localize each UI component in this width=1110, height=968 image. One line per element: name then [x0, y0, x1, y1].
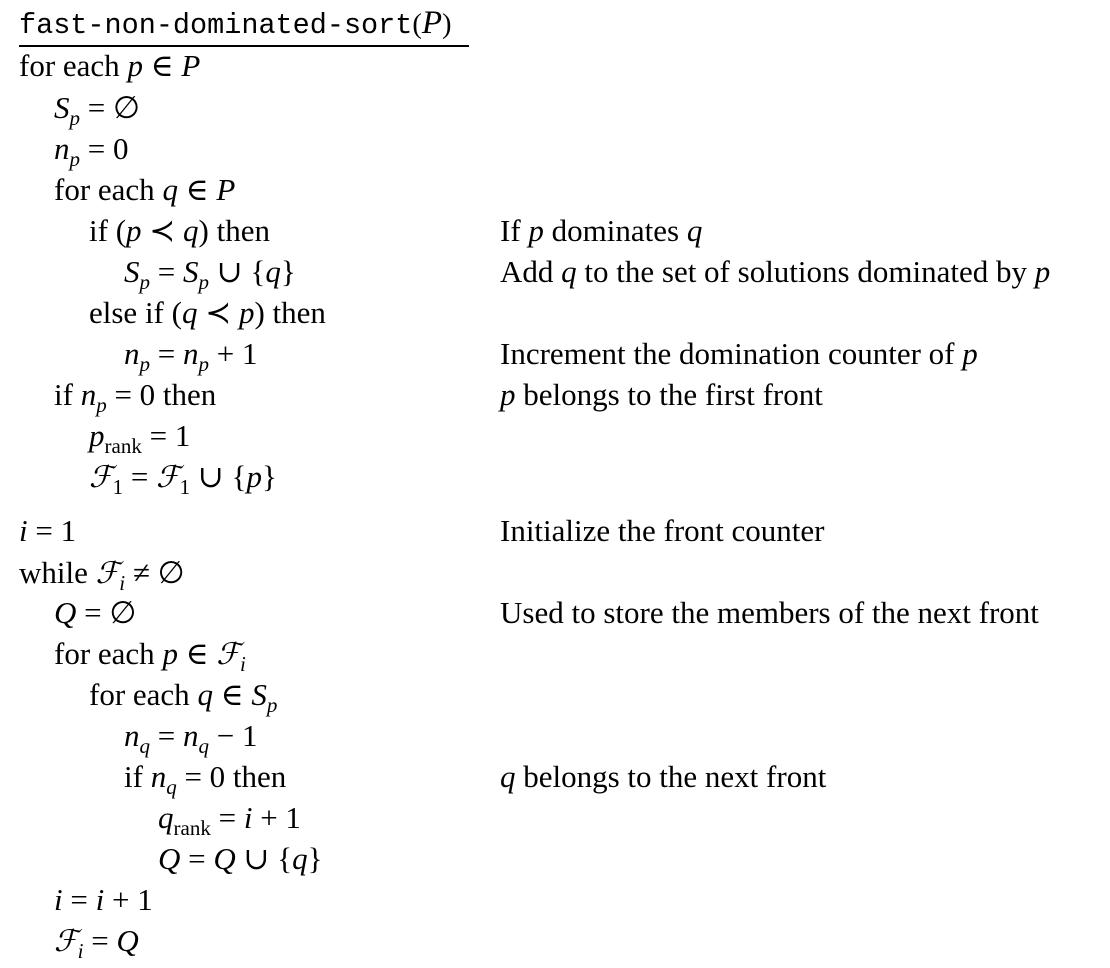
line-np-increment [124, 334, 257, 374]
math-token: i [19, 513, 28, 548]
math-token: 1 [60, 513, 77, 548]
math-token: + [260, 800, 278, 835]
math-token: n [182, 718, 199, 753]
math-token: n [124, 718, 140, 753]
math-token: p [127, 48, 143, 83]
math-token: } [262, 459, 277, 494]
math-token: q [292, 841, 308, 876]
math-token: ∪ [243, 841, 270, 876]
math-token: i [243, 800, 253, 835]
line-p-rank [89, 416, 190, 456]
subscript: p [139, 270, 150, 294]
math-token: { [277, 841, 293, 876]
line-i-init [19, 511, 76, 551]
math-token: p [126, 213, 142, 248]
math-token: q [162, 172, 178, 207]
subscript: q [166, 775, 177, 799]
subscript: p [69, 106, 80, 130]
math-token: n [124, 336, 140, 371]
math-token: 0 [112, 131, 129, 166]
math-token: p [528, 213, 544, 248]
math-token: ∅ [157, 555, 185, 590]
math-token: ≠ [132, 555, 150, 590]
line-while [19, 553, 185, 593]
math-token: ≺ [149, 213, 176, 248]
math-token: Q [213, 841, 236, 876]
math-token: dominates [551, 213, 680, 248]
math-token: ( [171, 295, 182, 330]
math-token: ) [442, 9, 452, 40]
math-token: p [500, 377, 516, 412]
subscript: q [139, 734, 150, 758]
math-token: else if [89, 295, 164, 330]
math-token: ( [412, 9, 422, 40]
line-for-each-q-in-sp [89, 675, 277, 715]
math-token: = [157, 336, 176, 371]
subscript: q [198, 734, 209, 758]
math-token: = [91, 923, 109, 958]
math-token: belongs to the first front [523, 377, 823, 412]
comment-store-next-front [500, 593, 1039, 633]
math-token: Add [500, 254, 554, 289]
math-token: if [124, 759, 143, 794]
math-token: + [111, 882, 130, 917]
math-token: ) [198, 213, 209, 248]
math-token: for each [54, 636, 155, 671]
line-sp-empty [54, 88, 140, 128]
math-token: p [1034, 254, 1051, 289]
math-token: q [158, 800, 174, 835]
math-token: ∈ [220, 677, 244, 712]
math-token: Increment the domination counter of [500, 336, 955, 371]
math-token: ∅ [112, 90, 140, 125]
math-token: n [54, 131, 70, 166]
line-for-each-p-in-front [54, 634, 246, 674]
math-token: Q [158, 841, 181, 876]
line-for-each-p [19, 46, 200, 86]
comment-if-p-dominates-q [500, 211, 702, 251]
front-symbol: ℱ [156, 460, 180, 495]
math-token: = [218, 800, 237, 835]
math-token: i [54, 882, 63, 917]
math-token: to the set of solutions dominated by [584, 254, 1027, 289]
math-token: If [500, 213, 521, 248]
front-symbol: ℱ [95, 556, 120, 591]
math-token: ( [115, 213, 127, 248]
subscript: p [139, 352, 150, 376]
math-token: S [182, 254, 199, 289]
line-sp-union-q [124, 252, 296, 292]
math-token: p [238, 295, 255, 330]
math-token: 1 [241, 718, 258, 753]
math-token: q [181, 295, 198, 330]
subscript: 1 [179, 475, 191, 499]
math-token: ) [254, 295, 265, 330]
math-token: for each [19, 48, 120, 83]
math-token: 1 [137, 882, 153, 917]
math-token: = [70, 882, 88, 917]
line-else-if-q-dominates-p [89, 293, 326, 333]
subscript: rank [104, 434, 142, 458]
front-symbol: ℱ [216, 637, 240, 672]
math-token: = [84, 595, 102, 630]
line-np-zero [54, 129, 128, 169]
math-token: = [114, 377, 132, 412]
comment-first-front [500, 375, 823, 415]
subscript: 1 [112, 475, 124, 499]
line-nq-decrement [124, 716, 257, 756]
math-token: p [89, 418, 105, 453]
subscript: p [266, 693, 278, 717]
subscript: p [198, 352, 209, 376]
math-token: ∅ [109, 595, 137, 630]
line-i-increment [54, 880, 153, 920]
math-token: ∪ [197, 459, 224, 494]
math-token: ∈ [185, 172, 209, 207]
math-token: ∪ [216, 254, 243, 289]
math-token: if [54, 377, 73, 412]
math-token: p [246, 459, 263, 494]
math-token: p [162, 636, 178, 671]
math-token: } [280, 254, 296, 289]
math-token: = [188, 841, 206, 876]
math-token: ∈ [185, 636, 209, 671]
math-token: Initialize the front counter [500, 513, 825, 548]
math-token: 0 [209, 759, 226, 794]
math-token: } [307, 841, 323, 876]
math-token: P [181, 48, 201, 83]
math-token: ≺ [205, 295, 232, 330]
line-for-each-q [54, 170, 235, 210]
math-token: q [500, 759, 516, 794]
math-token: n [80, 377, 97, 412]
line-if-p-dominates-q [89, 211, 270, 251]
subscript: i [77, 939, 84, 963]
math-token: then [272, 295, 326, 330]
math-token: q [561, 254, 577, 289]
math-token: S [54, 90, 70, 125]
line-q-empty [54, 593, 136, 633]
math-token: 1 [174, 418, 191, 453]
math-token: q [265, 254, 281, 289]
subscript: i [119, 571, 126, 595]
math-token: i [95, 882, 105, 917]
function-name: fast-non-dominated-sort [19, 9, 413, 42]
line-fi-assign-q [54, 921, 139, 961]
math-token: = [87, 131, 106, 166]
comment-add-q [500, 252, 1050, 292]
math-token: then [162, 377, 217, 412]
line-q-union-q [158, 839, 323, 879]
math-token: q [183, 213, 199, 248]
line-q-rank [158, 798, 301, 838]
math-token: 0 [139, 377, 156, 412]
front-symbol: ℱ [54, 924, 78, 959]
math-token: 1 [285, 800, 301, 835]
math-token: = [157, 718, 176, 753]
front-symbol: ℱ [89, 460, 113, 495]
math-token: then [232, 759, 287, 794]
math-token: 1 [241, 336, 258, 371]
math-token: while [19, 555, 88, 590]
algorithm-title [19, 4, 452, 45]
math-token: n [182, 336, 199, 371]
math-token: S [251, 677, 267, 712]
math-token: S [124, 254, 140, 289]
line-f1-union-p [89, 457, 277, 497]
comment-next-front [500, 757, 826, 797]
subscript: p [69, 147, 80, 171]
subscript: p [198, 270, 209, 294]
math-token: Q [54, 595, 77, 630]
subscript: p [96, 393, 107, 417]
math-token: = [184, 759, 202, 794]
math-token: n [150, 759, 167, 794]
math-token: for each [89, 677, 190, 712]
comment-init-front-counter [500, 511, 825, 551]
subscript: i [239, 652, 246, 676]
math-token: = [130, 459, 149, 494]
math-token: then [216, 213, 270, 248]
math-token: − [216, 718, 235, 753]
math-token: ∈ [150, 48, 174, 83]
math-token: Q [116, 923, 139, 958]
math-token: for each [54, 172, 155, 207]
math-token: = [157, 254, 176, 289]
comment-increment-counter [500, 334, 978, 374]
math-token: belongs to the next front [523, 759, 827, 794]
function-argument: P [421, 5, 443, 41]
math-token: q [197, 677, 213, 712]
math-token: { [231, 459, 247, 494]
math-token: P [216, 172, 236, 207]
math-token: p [962, 336, 978, 371]
math-token: Used to store the members of the next front [500, 595, 1039, 630]
math-token: = [87, 90, 106, 125]
math-token: = [35, 513, 53, 548]
math-token: { [250, 254, 266, 289]
math-token: if [89, 213, 108, 248]
math-token: + [216, 336, 235, 371]
math-token: = [149, 418, 168, 453]
line-if-nq-zero [124, 757, 286, 797]
line-if-np-zero [54, 375, 216, 415]
math-token: q [686, 213, 703, 248]
subscript: rank [173, 816, 211, 840]
